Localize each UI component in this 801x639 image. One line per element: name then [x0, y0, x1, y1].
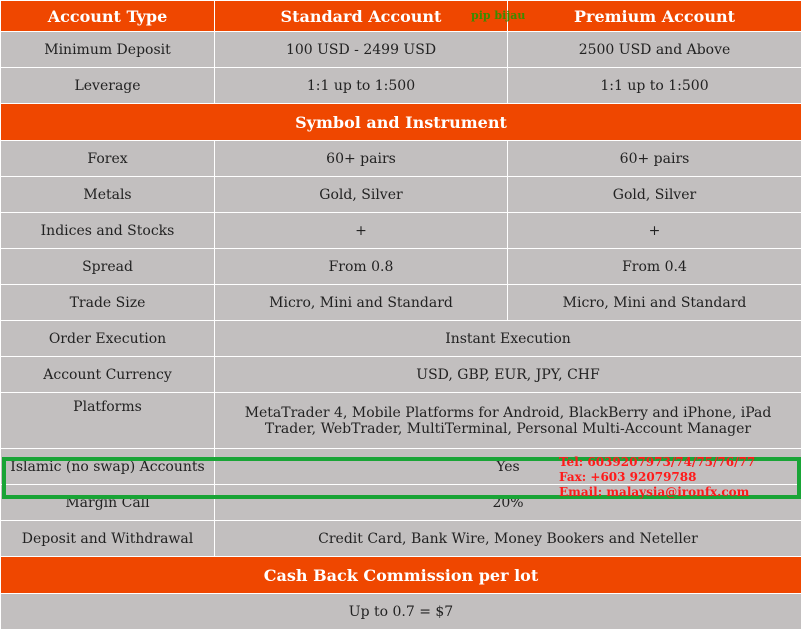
- header-premium-account: Premium Account: [508, 1, 801, 32]
- premium-value: From 0.4: [508, 249, 801, 285]
- table-row: [1, 285, 801, 321]
- contact-fax: Fax: +603 92079788: [559, 470, 697, 484]
- table-row: [1, 177, 801, 213]
- standard-value: 1:1 up to 1:500: [215, 68, 508, 104]
- row-label: Order Execution: [1, 321, 215, 357]
- merged-value: Credit Card, Bank Wire, Money Bookers and Neteller: [215, 521, 801, 557]
- merged-value: 20%: [215, 485, 801, 521]
- row-label: Islamic (no swap) Accounts: [1, 449, 215, 485]
- premium-value: Micro, Mini and Standard: [508, 285, 801, 321]
- table-row: [1, 32, 801, 68]
- standard-value: Micro, Mini and Standard: [215, 285, 508, 321]
- premium-value: 60+ pairs: [508, 141, 801, 177]
- standard-value: From 0.8: [215, 249, 508, 285]
- table-header-row: [1, 1, 801, 32]
- row-label: Indices and Stocks: [1, 213, 215, 249]
- section-header-row: [1, 104, 801, 141]
- premium-value: Gold, Silver: [508, 177, 801, 213]
- watermark-text: pip bijau: [471, 9, 526, 22]
- contact-overlay: [559, 455, 755, 500]
- table-row: [1, 68, 801, 104]
- section-title-symbol-instrument: Symbol and Instrument: [1, 104, 801, 141]
- row-label: Margin Call: [1, 485, 215, 521]
- cashback-value: Up to 0.7 = $7: [1, 594, 801, 630]
- standard-value: 60+ pairs: [215, 141, 508, 177]
- standard-value: Gold, Silver: [215, 177, 508, 213]
- merged-value: Instant Execution: [215, 321, 801, 357]
- contact-email: Email: malaysia@ironfx.com: [559, 485, 750, 499]
- standard-value: 100 USD - 2499 USD: [215, 32, 508, 68]
- premium-value: 1:1 up to 1:500: [508, 68, 801, 104]
- premium-value: +: [508, 213, 801, 249]
- header-standard-account: Standard Account: [215, 1, 508, 32]
- merged-value: Yes: [215, 449, 801, 485]
- merged-value: MetaTrader 4, Mobile Platforms for Android, BlackBerry and iPhone, iPad Trader, WebTrader, MultiTerminal, Personal Multi-Account Manager: [215, 393, 801, 449]
- standard-value: +: [215, 213, 508, 249]
- premium-value: 2500 USD and Above: [508, 32, 801, 68]
- row-label: Account Currency: [1, 357, 215, 393]
- table-row: [1, 141, 801, 177]
- table-row: [1, 393, 801, 449]
- table-row: [1, 594, 801, 630]
- row-label: Trade Size: [1, 285, 215, 321]
- section-header-row: [1, 557, 801, 594]
- row-label: Spread: [1, 249, 215, 285]
- row-label: Forex: [1, 141, 215, 177]
- row-label: Deposit and Withdrawal: [1, 521, 215, 557]
- section-title-cash-back: Cash Back Commission per lot: [1, 557, 801, 594]
- row-label: Metals: [1, 177, 215, 213]
- row-label: Platforms: [1, 393, 215, 449]
- table-row: [1, 249, 801, 285]
- row-label: Leverage: [1, 68, 215, 104]
- table-row: [1, 357, 801, 393]
- contact-tel: Tel: 6039207973/74/75/76/77: [559, 455, 756, 469]
- row-label: Minimum Deposit: [1, 32, 215, 68]
- merged-value: USD, GBP, EUR, JPY, CHF: [215, 357, 801, 393]
- header-account-type: Account Type: [1, 1, 215, 32]
- table-row: [1, 213, 801, 249]
- table-row: [1, 521, 801, 557]
- table-row: [1, 321, 801, 357]
